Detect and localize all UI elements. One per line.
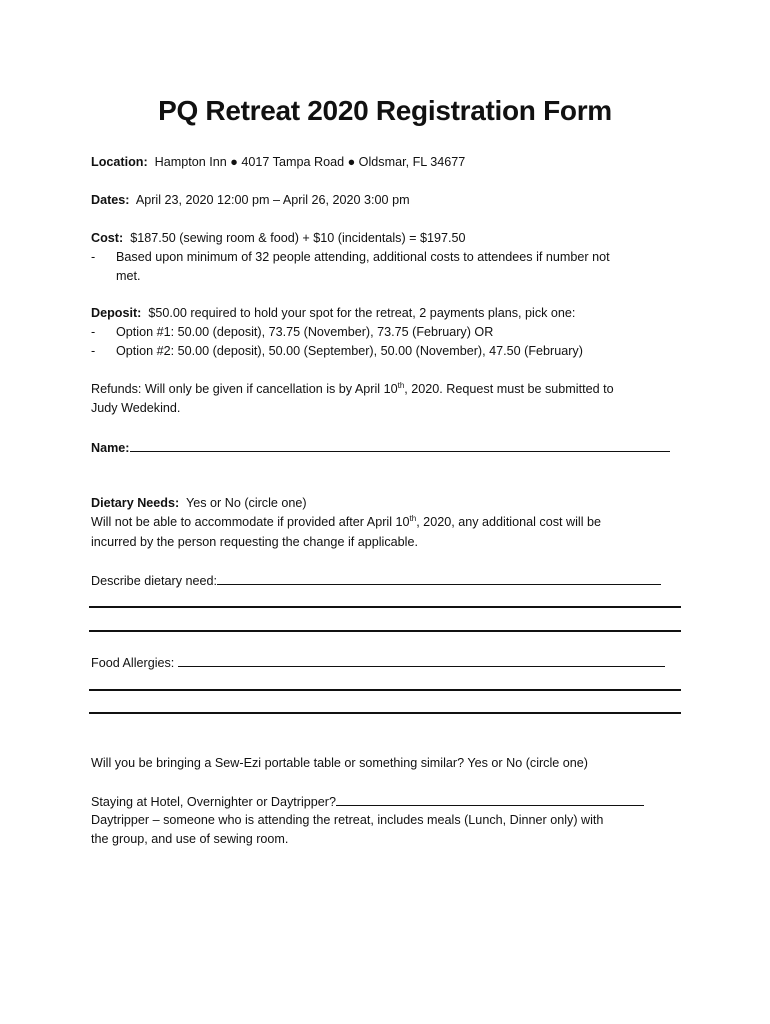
deposit-option-text: Option #1: 50.00 (deposit), 73.75 (November), 73.75 (February) OR bbox=[116, 325, 494, 339]
allergies-label: Food Allergies: bbox=[91, 656, 175, 670]
deposit-line bbox=[91, 306, 575, 320]
deposit-option-1 bbox=[91, 325, 493, 339]
dietary-note-text: Will not be able to accommodate if provided after April 10 bbox=[91, 515, 410, 529]
dietary-answer-line-1[interactable] bbox=[89, 606, 681, 608]
describe-dietary-row bbox=[91, 572, 661, 588]
bullet-dash: - bbox=[91, 325, 96, 339]
name-row bbox=[91, 439, 670, 455]
dates-line bbox=[91, 193, 410, 207]
dates-label: Dates: bbox=[91, 193, 130, 207]
cost-note-continuation: met. bbox=[116, 269, 141, 283]
dates-value: April 23, 2020 12:00 pm – April 26, 2020 3:00 pm bbox=[135, 193, 410, 207]
deposit-option-text: Option #2: 50.00 (deposit), 50.00 (September), 50.00 (November), 47.50 (February) bbox=[116, 344, 583, 358]
bullet-dash: - bbox=[91, 344, 96, 358]
deposit-option-2 bbox=[91, 344, 583, 358]
name-field[interactable] bbox=[130, 439, 670, 452]
describe-dietary-field[interactable] bbox=[217, 572, 661, 585]
cost-note bbox=[91, 250, 610, 264]
location-value: Hampton Inn ● 4017 Tampa Road ● Oldsmar, FL 34677 bbox=[154, 155, 466, 169]
allergies-field[interactable] bbox=[178, 654, 665, 667]
dietary-line bbox=[91, 496, 307, 510]
location-label: Location: bbox=[91, 155, 148, 169]
cost-value: $187.50 (sewing room & food) + $10 (incidentals) = $197.50 bbox=[130, 231, 466, 245]
staying-label: Staying at Hotel, Overnighter or Daytripper? bbox=[91, 795, 336, 809]
allergies-answer-line-2[interactable] bbox=[89, 712, 681, 714]
allergies-answer-line-1[interactable] bbox=[89, 689, 681, 691]
staying-row bbox=[91, 793, 644, 809]
refunds-text: Refunds: Will only be given if cancellation is by April 10 bbox=[91, 382, 398, 396]
cost-note-text: Based upon minimum of 32 people attending, additional costs to attendees if number not bbox=[116, 250, 610, 264]
daytripper-line-2: the group, and use of sewing room. bbox=[91, 832, 289, 846]
location-line bbox=[91, 155, 465, 169]
table-question[interactable]: Will you be bringing a Sew-Ezi portable table or something similar? Yes or No (circle one) bbox=[91, 756, 588, 770]
superscript: th bbox=[397, 380, 405, 390]
bullet-dash: - bbox=[91, 250, 96, 264]
superscript: th bbox=[409, 513, 417, 523]
dietary-choice[interactable]: Yes or No (circle one) bbox=[185, 496, 307, 510]
page-title: PQ Retreat 2020 Registration Form bbox=[158, 95, 612, 126]
cost-label: Cost: bbox=[91, 231, 124, 245]
dietary-note-line bbox=[91, 515, 601, 529]
refunds-line bbox=[91, 382, 614, 396]
name-label: Name: bbox=[91, 441, 130, 455]
dietary-note-line-2: incurred by the person requesting the change if applicable. bbox=[91, 535, 418, 549]
refunds-text-after: , 2020. Request must be submitted to bbox=[404, 382, 614, 396]
describe-dietary-label: Describe dietary need: bbox=[91, 574, 218, 588]
dietary-note-text-after: , 2020, any additional cost will be bbox=[416, 515, 602, 529]
deposit-label: Deposit: bbox=[91, 306, 142, 320]
cost-line bbox=[91, 231, 466, 245]
dietary-label: Dietary Needs: bbox=[91, 496, 180, 510]
allergies-row bbox=[91, 654, 665, 670]
refunds-line-2: Judy Wedekind. bbox=[91, 401, 181, 415]
daytripper-line-1: Daytripper – someone who is attending the retreat, includes meals (Lunch, Dinner only) with bbox=[91, 813, 604, 827]
staying-field[interactable] bbox=[336, 793, 644, 806]
deposit-value: $50.00 required to hold your spot for the retreat, 2 payments plans, pick one: bbox=[148, 306, 576, 320]
dietary-answer-line-2[interactable] bbox=[89, 630, 681, 632]
